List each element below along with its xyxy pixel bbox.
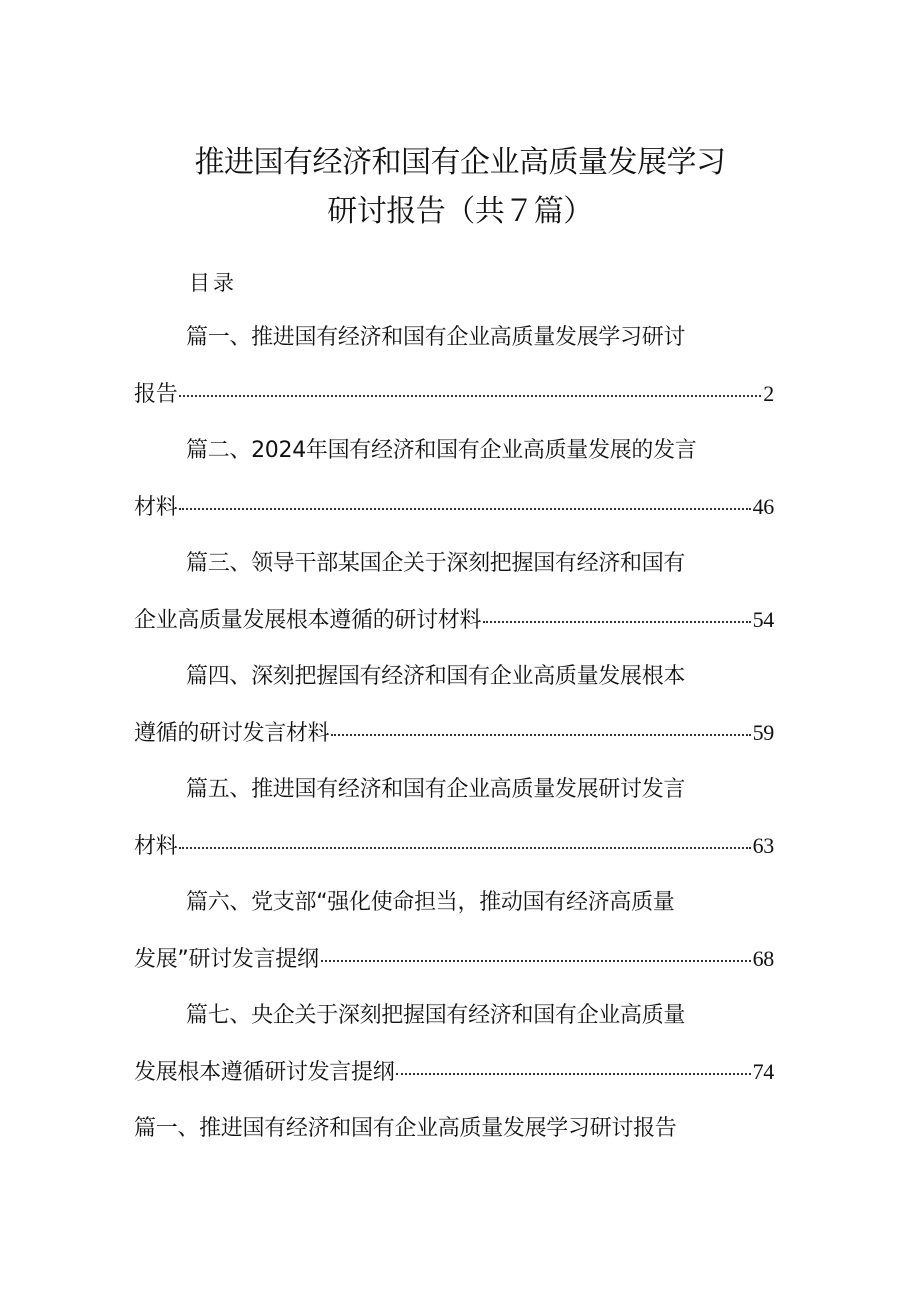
- dot-leader: [331, 732, 750, 736]
- document-title-line-2: 研讨报告（共７篇）: [327, 194, 593, 229]
- toc-entry-continuation: [134, 604, 774, 636]
- toc-entry-title-cont: 企业高质量发展根本遵循的研讨材料: [134, 608, 482, 633]
- toc-entry-title: 篇七、央企关于深刻把握国有经济和国有企业高质量: [186, 1003, 686, 1028]
- toc-entry-title-cont: 材料: [134, 495, 178, 520]
- toc-page-number: 54: [752, 607, 774, 632]
- toc-entry-title: 篇一、推进国有经济和国有企业高质量发展学习研讨: [186, 325, 686, 350]
- toc-entry-title: 篇四、深刻把握国有经济和国有企业高质量发展根本: [186, 664, 686, 689]
- dot-leader: [483, 619, 750, 623]
- dot-leader: [321, 958, 751, 962]
- toc-entry-title-cont: 遵循的研讨发言材料: [134, 721, 330, 746]
- dot-leader: [179, 845, 750, 849]
- toc-page-number: 46: [752, 494, 774, 519]
- toc-entry-title: 篇五、推进国有经济和国有企业高质量发展研讨发言: [186, 777, 686, 802]
- toc-page-number: 59: [752, 720, 774, 745]
- toc-entry-continuation: [134, 491, 774, 523]
- toc-entry-continuation: [134, 378, 774, 410]
- toc-entry-continuation: [134, 943, 774, 975]
- toc-page-number: 63: [752, 833, 774, 858]
- dot-leader: [396, 1071, 750, 1075]
- toc-page-number: 68: [752, 946, 774, 971]
- toc-entry-continuation: [134, 717, 774, 749]
- dot-leader: [179, 506, 750, 510]
- toc-page-number: 2: [763, 381, 774, 406]
- toc-entry-title-cont: 报告: [134, 382, 178, 407]
- toc-entry-continuation: [134, 1056, 774, 1088]
- toc-entry-title-cont: 发展根本遵循研讨发言提纲: [134, 1060, 395, 1085]
- toc-entry-title: 篇三、领导干部某国企关于深刻把握国有经济和国有: [186, 551, 686, 576]
- toc-entry-continuation: [134, 830, 774, 862]
- toc-entry-title-cont: 发展”研讨发言提纲: [134, 947, 319, 972]
- toc-heading: 目录: [189, 271, 237, 295]
- toc-entry-title: 篇二、2024年国有经济和国有企业高质量发展的发言: [186, 438, 697, 463]
- toc-page-number: 74: [752, 1059, 774, 1084]
- dot-leader: [179, 393, 761, 397]
- section-heading: 篇一、推进国有经济和国有企业高质量发展学习研讨报告: [134, 1116, 677, 1141]
- document-title-line-1: 推进国有经济和国有企业高质量发展学习: [194, 145, 726, 180]
- toc-entry-title: 篇六、党支部“强化使命担当，推动国有经济高质量: [186, 890, 675, 915]
- toc-entry-title-cont: 材料: [134, 834, 178, 859]
